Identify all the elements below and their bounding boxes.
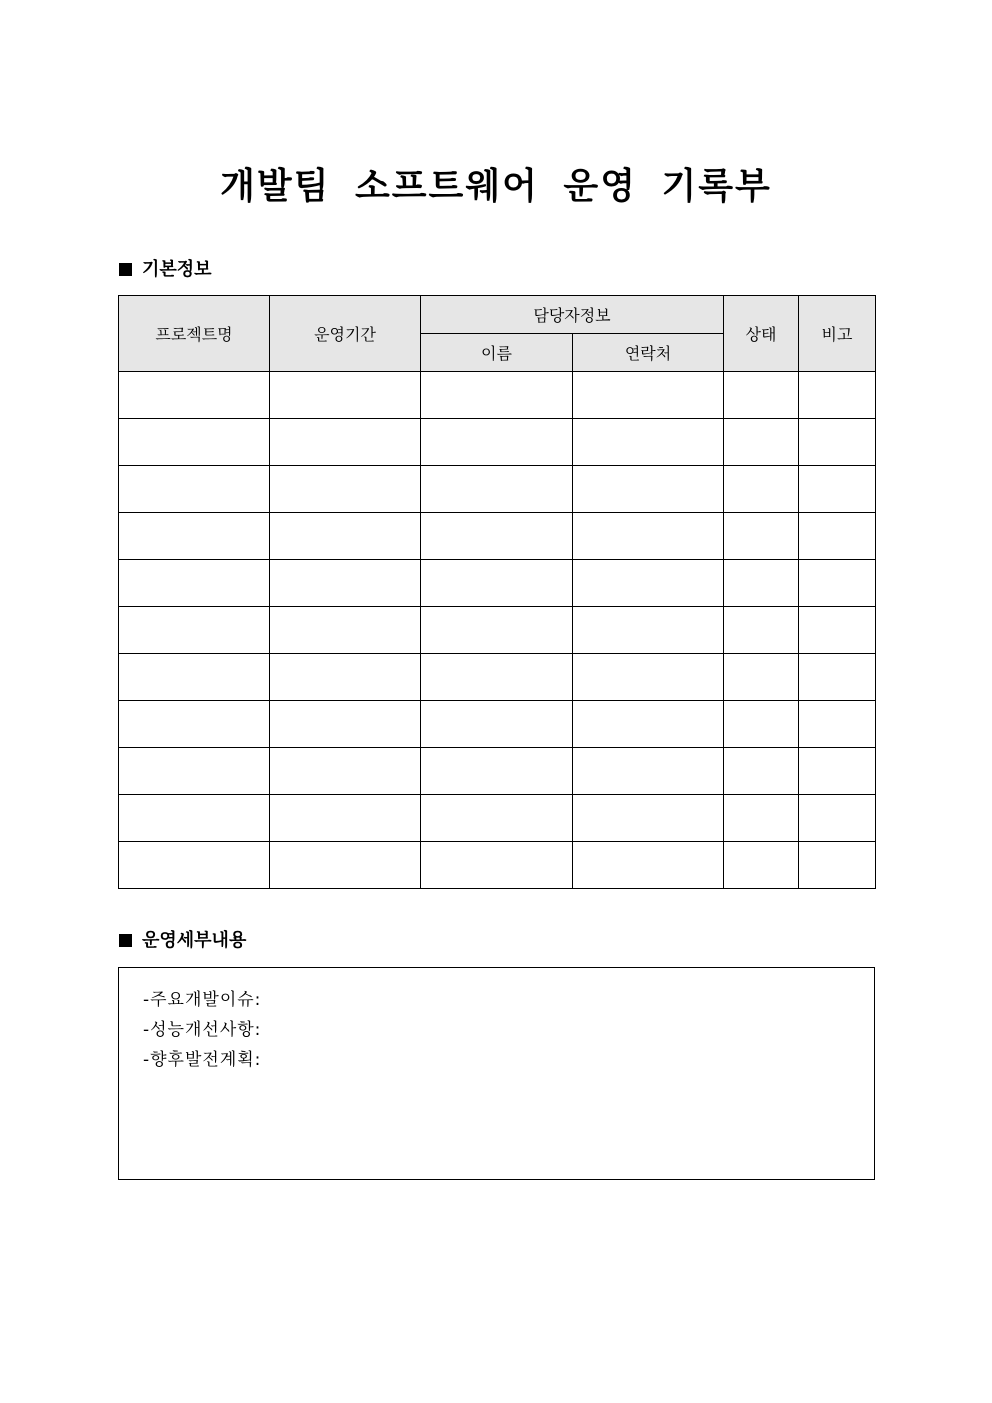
cell-contact-name[interactable]	[421, 466, 573, 513]
table-row	[119, 607, 876, 654]
cell-contact-name[interactable]	[421, 513, 573, 560]
cell-period[interactable]	[270, 748, 421, 795]
header-status: 상태	[724, 296, 799, 372]
cell-period[interactable]	[270, 372, 421, 419]
square-bullet-icon	[119, 263, 132, 276]
cell-contact-phone[interactable]	[573, 419, 724, 466]
cell-note[interactable]	[799, 513, 876, 560]
cell-note[interactable]	[799, 372, 876, 419]
basic-info-table	[118, 295, 876, 889]
cell-project-name[interactable]	[119, 842, 270, 889]
table-row	[119, 748, 876, 795]
cell-period[interactable]	[270, 560, 421, 607]
basic-info-table-body	[119, 372, 876, 889]
cell-note[interactable]	[799, 466, 876, 513]
detail-line-performance: -성능개선사항:	[143, 1020, 262, 1040]
cell-project-name[interactable]	[119, 419, 270, 466]
cell-note[interactable]	[799, 560, 876, 607]
cell-contact-name[interactable]	[421, 654, 573, 701]
cell-contact-phone[interactable]	[573, 513, 724, 560]
detail-line-main-issues: -주요개발이슈:	[143, 990, 262, 1010]
cell-contact-name[interactable]	[421, 560, 573, 607]
cell-contact-phone[interactable]	[573, 560, 724, 607]
table-row	[119, 419, 876, 466]
cell-note[interactable]	[799, 654, 876, 701]
header-project-name: 프로젝트명	[119, 296, 270, 372]
section-heading-label: 기본정보	[142, 259, 212, 280]
cell-contact-phone[interactable]	[573, 466, 724, 513]
cell-project-name[interactable]	[119, 795, 270, 842]
cell-status[interactable]	[724, 607, 799, 654]
cell-contact-name[interactable]	[421, 748, 573, 795]
details-lines	[143, 985, 261, 1075]
square-bullet-icon	[119, 934, 132, 947]
cell-project-name[interactable]	[119, 513, 270, 560]
section-heading-details	[119, 928, 246, 954]
header-contact-phone: 연락처	[573, 334, 724, 372]
table-row	[119, 372, 876, 419]
table-row	[119, 560, 876, 607]
cell-status[interactable]	[724, 372, 799, 419]
cell-status[interactable]	[724, 842, 799, 889]
cell-contact-phone[interactable]	[573, 607, 724, 654]
cell-note[interactable]	[799, 795, 876, 842]
table-row	[119, 795, 876, 842]
cell-project-name[interactable]	[119, 607, 270, 654]
cell-project-name[interactable]	[119, 560, 270, 607]
cell-status[interactable]	[724, 513, 799, 560]
cell-contact-phone[interactable]	[573, 701, 724, 748]
table-row	[119, 654, 876, 701]
cell-status[interactable]	[724, 419, 799, 466]
header-contact-group: 담당자정보	[421, 296, 724, 334]
cell-project-name[interactable]	[119, 654, 270, 701]
detail-line-future-plan: -향후발전계획:	[143, 1050, 262, 1070]
table-row	[119, 466, 876, 513]
cell-note[interactable]	[799, 842, 876, 889]
cell-contact-phone[interactable]	[573, 842, 724, 889]
cell-status[interactable]	[724, 466, 799, 513]
header-contact-name: 이름	[421, 334, 573, 372]
cell-contact-name[interactable]	[421, 419, 573, 466]
cell-contact-name[interactable]	[421, 372, 573, 419]
cell-project-name[interactable]	[119, 466, 270, 513]
cell-contact-name[interactable]	[421, 795, 573, 842]
cell-status[interactable]	[724, 701, 799, 748]
cell-note[interactable]	[799, 748, 876, 795]
section-heading-basic-info	[119, 257, 212, 283]
cell-period[interactable]	[270, 607, 421, 654]
cell-status[interactable]	[724, 748, 799, 795]
cell-status[interactable]	[724, 560, 799, 607]
cell-contact-phone[interactable]	[573, 795, 724, 842]
cell-status[interactable]	[724, 654, 799, 701]
cell-contact-name[interactable]	[421, 701, 573, 748]
cell-period[interactable]	[270, 701, 421, 748]
cell-status[interactable]	[724, 795, 799, 842]
cell-note[interactable]	[799, 701, 876, 748]
cell-contact-phone[interactable]	[573, 748, 724, 795]
table-row	[119, 513, 876, 560]
cell-contact-phone[interactable]	[573, 654, 724, 701]
cell-period[interactable]	[270, 466, 421, 513]
cell-project-name[interactable]	[119, 701, 270, 748]
cell-period[interactable]	[270, 419, 421, 466]
cell-period[interactable]	[270, 842, 421, 889]
cell-period[interactable]	[270, 654, 421, 701]
cell-contact-name[interactable]	[421, 607, 573, 654]
cell-project-name[interactable]	[119, 748, 270, 795]
cell-contact-name[interactable]	[421, 842, 573, 889]
cell-period[interactable]	[270, 795, 421, 842]
document-title: 개발팀 소프트웨어 운영 기록부	[220, 166, 772, 207]
cell-note[interactable]	[799, 419, 876, 466]
section-heading-label: 운영세부내용	[142, 930, 247, 951]
cell-project-name[interactable]	[119, 372, 270, 419]
header-period: 운영기간	[270, 296, 421, 372]
table-row	[119, 701, 876, 748]
details-box[interactable]	[118, 967, 875, 1180]
header-note: 비고	[799, 296, 876, 372]
table-row	[119, 842, 876, 889]
cell-period[interactable]	[270, 513, 421, 560]
cell-note[interactable]	[799, 607, 876, 654]
cell-contact-phone[interactable]	[573, 372, 724, 419]
